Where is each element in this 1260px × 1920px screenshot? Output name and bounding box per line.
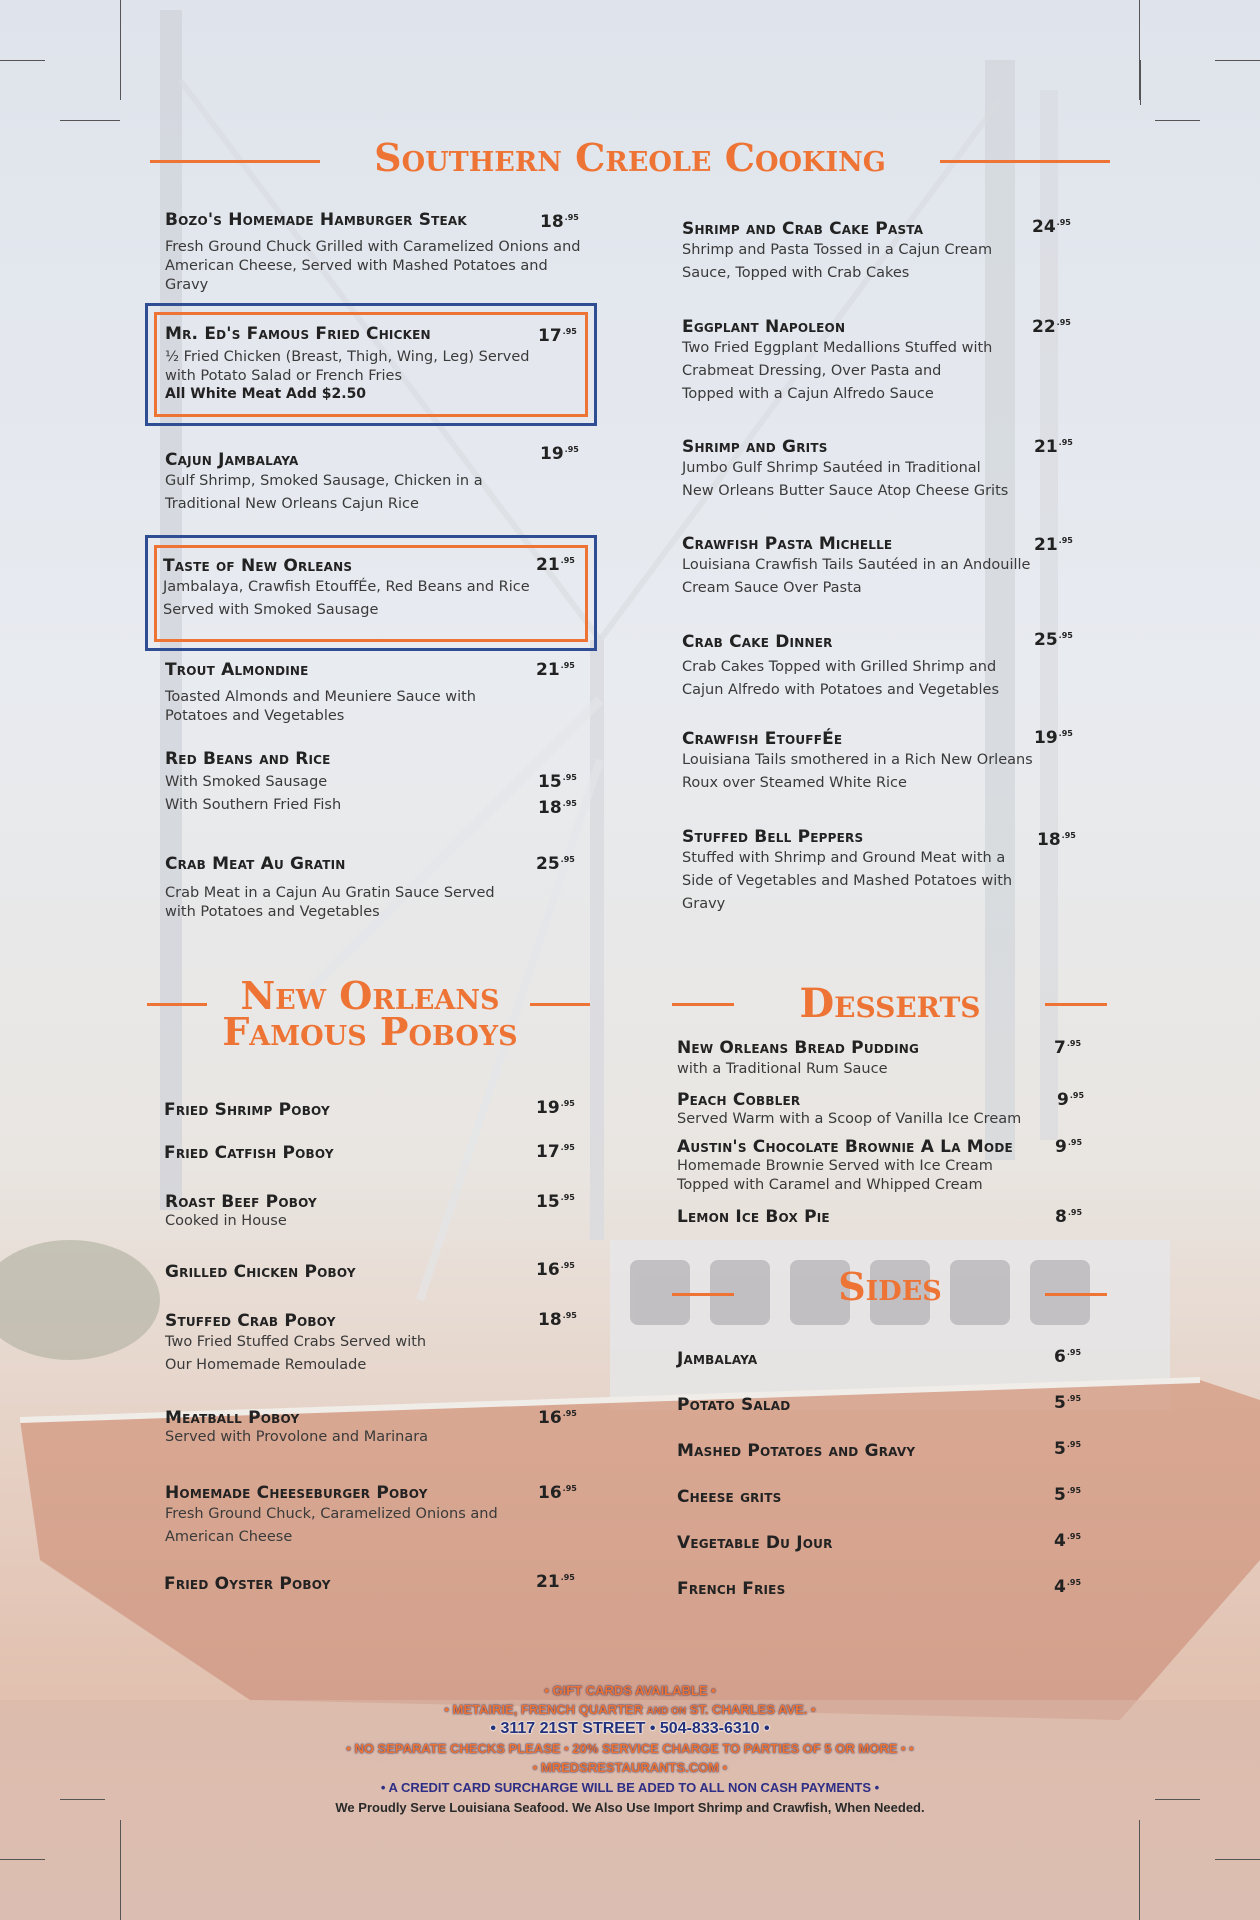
item-price: $17^{.95}$	[536, 1142, 575, 1162]
item-desc	[165, 1503, 498, 1549]
item-extra: All White Meat Add $2.50	[165, 386, 367, 402]
item-desc: Served Warm with a Scoop of Vanilla Ice Cream	[677, 1111, 1022, 1127]
item-price: $19^{.95}$	[536, 1098, 575, 1118]
desc-line: American Cheese, Served with Mashed Potatoes and	[165, 258, 548, 274]
menu-item	[682, 729, 1033, 795]
desc-line: Fresh Ground Chuck, Caramelized Onions and	[165, 1506, 498, 1522]
desc-line: Jumbo Gulf Shrimp Sautéed in Traditional	[682, 460, 981, 476]
item-name: Vegetable Du Jour	[677, 1533, 833, 1553]
menu-item	[165, 210, 580, 295]
item-price: $21^{.95}$	[536, 1572, 575, 1592]
desc-line: with Potato Salad or French Fries	[165, 368, 403, 384]
item-price: $8^{.95}$	[1055, 1207, 1083, 1227]
footer-surcharge: • A CREDIT CARD SURCHARGE WILL BE ADED TO ALL NON CASH PAYMENTS •	[380, 1780, 880, 1795]
section-title-poboys	[180, 973, 560, 1054]
item-price: $21^{.95}$	[536, 555, 575, 575]
item-desc	[165, 238, 580, 295]
item-name: Jambalaya	[677, 1349, 758, 1369]
item-desc	[682, 457, 1008, 503]
item-name: Stuffed Bell Peppers	[682, 827, 864, 847]
desc-line: Homemade Brownie Served with Ice Cream	[677, 1158, 993, 1174]
item-desc	[682, 554, 1030, 600]
menu-item	[165, 324, 529, 402]
desc-line: Gravy	[165, 277, 209, 293]
item-price: $18^{.95}$	[1037, 830, 1076, 850]
item-name: Mashed Potatoes and Gravy	[677, 1441, 916, 1461]
footer-locations	[0, 1702, 1260, 1717]
desc-line: Roux over Steamed White Rice	[682, 775, 907, 791]
item-price: $15^{.95}$	[536, 1192, 575, 1212]
item-price: $25^{.95}$	[536, 854, 575, 874]
item-price: $18^{.95}$	[538, 1310, 577, 1330]
desc-line: Jambalaya, Crawfish EtouffÉe, Red Beans and Rice	[163, 579, 530, 595]
item-name: New Orleans Bread Pudding	[677, 1038, 920, 1058]
section-title-creole: Southern Creole Cooking	[374, 135, 886, 180]
item-price: $19^{.95}$	[1034, 728, 1073, 748]
crop-mark	[1139, 1820, 1140, 1920]
desc-line: Cajun Alfredo with Potatoes and Vegetables	[682, 682, 1000, 698]
footer-gift-cards: • GIFT CARDS AVAILABLE •	[544, 1683, 716, 1698]
crop-mark	[60, 120, 120, 121]
menu-item	[677, 1090, 1021, 1129]
desc-line: Toasted Almonds and Meuniere Sauce with	[165, 689, 476, 705]
menu-item	[677, 1207, 830, 1227]
menu-item	[164, 1574, 331, 1594]
menu-item	[677, 1579, 785, 1599]
item-price: $18^{.95}$	[538, 798, 577, 818]
menu-item	[165, 1311, 426, 1377]
desc-line: Served with Smoked Sausage	[163, 602, 379, 618]
menu-item	[682, 437, 1008, 503]
item-desc	[677, 1157, 1013, 1195]
desc-line: Two Fried Stuffed Crabs Served with	[165, 1334, 427, 1350]
item-price: $4^{.95}$	[1054, 1531, 1082, 1551]
item-name: Shrimp and Crab Cake Pasta	[682, 219, 924, 239]
item-desc	[682, 749, 1033, 795]
item-price: $7^{.95}$	[1054, 1038, 1082, 1058]
item-name: Fried Shrimp Poboy	[164, 1100, 330, 1120]
item-name: Crab Meat Au Gratin	[165, 854, 346, 874]
item-desc: Served with Provolone and Marinara	[165, 1429, 429, 1445]
menu-item	[164, 1100, 330, 1120]
desc-line: with Potatoes and Vegetables	[165, 904, 380, 920]
desc-line: Sauce, Topped with Crab Cakes	[682, 265, 910, 281]
item-desc: with a Traditional Rum Sauce	[677, 1061, 888, 1077]
crop-mark	[120, 0, 121, 100]
crop-mark	[1155, 120, 1200, 121]
desc-line: Fresh Ground Chuck Grilled with Caramelized Onions and	[165, 239, 581, 255]
desc-line: American Cheese	[165, 1529, 293, 1545]
title-rule	[672, 1293, 734, 1296]
item-price: $16^{.95}$	[538, 1408, 577, 1428]
item-name: Cajun Jambalaya	[165, 450, 299, 470]
menu-item	[163, 556, 530, 622]
desc-line: Side of Vegetables and Mashed Potatoes with	[682, 873, 1013, 889]
crop-mark	[120, 1820, 121, 1920]
menu-item	[165, 1408, 428, 1447]
title-rule	[1045, 1003, 1107, 1006]
item-name: Mr. Ed's Famous Fried Chicken	[165, 324, 431, 344]
item-desc	[682, 847, 1012, 916]
desc-line: Crab Cakes Topped with Grilled Shrimp and	[682, 659, 997, 675]
item-price: $25^{.95}$	[1034, 630, 1073, 650]
menu-item	[677, 1441, 915, 1461]
footer-locations-part: • METAIRIE, FRENCH QUARTER	[444, 1702, 643, 1717]
item-name: Roast Beef Poboy	[165, 1192, 317, 1212]
item-name: Trout Almondine	[165, 660, 309, 680]
desc-line: Gulf Shrimp, Smoked Sausage, Chicken in a	[165, 473, 483, 489]
item-desc	[165, 1331, 426, 1377]
menu-item	[677, 1533, 833, 1553]
item-price: $22^{.95}$	[1032, 317, 1071, 337]
menu-item	[677, 1395, 790, 1415]
item-price: $5^{.95}$	[1054, 1393, 1082, 1413]
item-desc	[165, 688, 476, 726]
menu-item	[165, 1262, 356, 1282]
desc-line: Louisiana Crawfish Tails Sautéed in an Andouille	[682, 557, 1031, 573]
item-price: $21^{.95}$	[1034, 437, 1073, 457]
footer-locations-part: AND ON	[646, 1706, 687, 1717]
menu-item	[165, 854, 495, 922]
item-name: Austin's Chocolate Brownie A La Mode	[677, 1137, 1013, 1157]
menu-item	[682, 534, 1030, 600]
desc-line: New Orleans Butter Sauce Atop Cheese Grits	[682, 483, 1009, 499]
footer-website: • MREDSRESTAURANTS.COM •	[532, 1760, 728, 1775]
desc-line: Two Fried Eggplant Medallions Stuffed with	[682, 340, 993, 356]
item-name: Crab Cake Dinner	[682, 632, 833, 652]
item-name: Red Beans and Rice	[165, 749, 331, 769]
item-desc	[165, 348, 529, 386]
section-title-line: New Orleans	[240, 973, 500, 1018]
menu-item	[165, 1483, 498, 1549]
item-name: Cheese grits	[677, 1487, 782, 1507]
crop-mark	[0, 60, 45, 61]
item-price: $15^{.95}$	[538, 772, 577, 792]
desc-line: Topped with Caramel and Whipped Cream	[677, 1177, 983, 1193]
section-title-line: Famous Poboys	[222, 1009, 518, 1054]
item-name: Taste of New Orleans	[163, 556, 353, 576]
desc-line: Topped with a Cajun Alfredo Sauce	[682, 386, 934, 402]
menu-item	[682, 827, 1012, 916]
item-price: $19^{.95}$	[540, 444, 579, 464]
item-name: Fried Oyster Poboy	[164, 1574, 331, 1594]
title-rule	[672, 1003, 734, 1006]
item-desc	[165, 884, 495, 922]
item-desc	[165, 470, 483, 516]
desc-line: Cream Sauce Over Pasta	[682, 580, 862, 596]
item-name: Meatball Poboy	[165, 1408, 300, 1428]
item-desc	[163, 576, 530, 622]
title-rule	[1045, 1293, 1107, 1296]
menu-item	[165, 450, 483, 516]
menu-item	[677, 1349, 757, 1369]
item-price: $17^{.95}$	[538, 326, 577, 346]
crop-mark	[0, 1859, 45, 1860]
crop-mark	[1215, 1859, 1260, 1860]
menu-item	[165, 660, 476, 726]
desc-line: Louisiana Tails smothered in a Rich New Orleans	[682, 752, 1033, 768]
desc-line: Crab Meat in a Cajun Au Gratin Sauce Served	[165, 885, 495, 901]
desc-line: Crabmeat Dressing, Over Pasta and	[682, 363, 942, 379]
item-name: Lemon Ice Box Pie	[677, 1207, 830, 1227]
menu-item	[682, 219, 992, 285]
menu-item	[164, 1143, 334, 1163]
item-name: Potato Salad	[677, 1395, 791, 1415]
item-price: $16^{.95}$	[538, 1483, 577, 1503]
item-name: Fried Catfish Poboy	[164, 1143, 334, 1163]
item-price: $6^{.95}$	[1054, 1347, 1082, 1367]
footer-checks-policy: • NO SEPARATE CHECKS PLEASE • 20% SERVICE CHARGE TO PARTIES OF 5 OR MORE • •	[346, 1741, 914, 1756]
menu-item	[165, 749, 341, 817]
item-name: Crawfish Pasta Michelle	[682, 534, 893, 554]
item-name: Grilled Chicken Poboy	[165, 1262, 356, 1282]
section-title-sides: Sides	[838, 1264, 942, 1309]
item-name: Peach Cobbler	[677, 1090, 801, 1110]
item-name: French Fries	[677, 1579, 786, 1599]
item-price: $9^{.95}$	[1057, 1090, 1085, 1110]
item-desc: Cooked in House	[165, 1213, 287, 1229]
desc-line: With Southern Fried Fish	[165, 797, 342, 813]
item-price: $21^{.95}$	[536, 660, 575, 680]
item-price: $24^{.95}$	[1032, 217, 1071, 237]
item-price: $5^{.95}$	[1054, 1485, 1082, 1505]
section-title-desserts: Desserts	[799, 980, 981, 1027]
menu-item	[677, 1038, 919, 1081]
item-desc	[682, 337, 992, 406]
item-name: Bozo's Homemade Hamburger Steak	[165, 210, 467, 230]
desc-line: Shrimp and Pasta Tossed in a Cajun Cream	[682, 242, 993, 258]
item-desc	[165, 771, 341, 817]
item-name: Eggplant Napoleon	[682, 317, 846, 337]
item-desc	[682, 656, 999, 702]
title-rule	[150, 160, 320, 163]
desc-line: Potatoes and Vegetables	[165, 708, 345, 724]
desc-line: ½ Fried Chicken (Breast, Thigh, Wing, Leg) Served	[165, 349, 530, 365]
menu-item	[682, 317, 992, 406]
desc-line: With Smoked Sausage	[165, 774, 328, 790]
footer-address-phone: • 3117 21ST STREET • 504-833-6310 •	[490, 1720, 770, 1737]
menu-item	[677, 1487, 781, 1507]
item-price: $9^{.95}$	[1055, 1137, 1083, 1157]
title-rule	[940, 160, 1110, 163]
crop-mark	[1215, 60, 1260, 61]
item-name: Crawfish EtouffÉe	[682, 729, 843, 749]
footer-seafood-note: We Proudly Serve Louisiana Seafood. We Also Use Import Shrimp and Crawfish, When Needed.	[335, 1800, 925, 1815]
menu-item	[165, 1192, 317, 1231]
item-name: Shrimp and Grits	[682, 437, 828, 457]
desc-line: Stuffed with Shrimp and Ground Meat with a	[682, 850, 1006, 866]
item-price: $16^{.95}$	[536, 1260, 575, 1280]
item-desc	[682, 239, 992, 285]
item-name: Stuffed Crab Poboy	[165, 1311, 336, 1331]
item-price: $18^{.95}$	[540, 212, 579, 232]
item-price: $5^{.95}$	[1054, 1439, 1082, 1459]
desc-line: Our Homemade Remoulade	[165, 1357, 367, 1373]
item-price: $21^{.95}$	[1034, 535, 1073, 555]
menu-item	[677, 1137, 1013, 1195]
crop-mark	[1140, 60, 1141, 105]
footer-locations-part: ST. CHARLES AVE. •	[689, 1702, 816, 1717]
item-name: Homemade Cheeseburger Poboy	[165, 1483, 428, 1503]
menu-item	[682, 632, 999, 702]
desc-line: Traditional New Orleans Cajun Rice	[165, 496, 419, 512]
item-price: $4^{.95}$	[1054, 1577, 1082, 1597]
desc-line: Gravy	[682, 896, 726, 912]
